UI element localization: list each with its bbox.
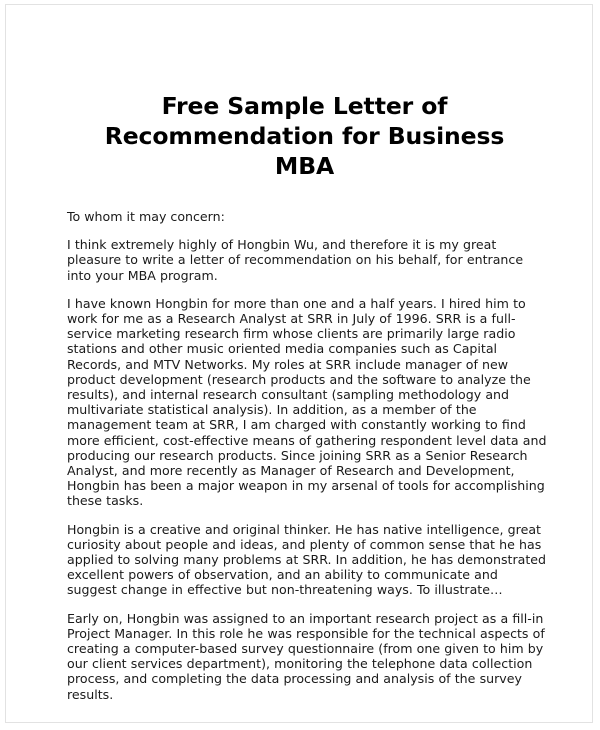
letter-paragraph: Hongbin is a creative and original thinker. He has native intelligence, great curiosity about people and ideas, and plenty of common sense that he has applied to solving many problems at SRR. In addition, he has demonstrated excellent powers of observation, and an ability to communicate and suggest change in effective but non-threatening ways. To illustrate… (67, 521, 547, 598)
page-title: Free Sample Letter of Recommendation for Business MBA (104, 92, 505, 180)
document-page (5, 4, 593, 723)
letter-paragraph: Early on, Hongbin was assigned to an important research project as a fill-in Project Manager. In this role he was responsible for the technical aspects of creating a computer-based survey questionnaire (from one given to him by our client services department), monitoring the telephone data collection process, and completing the data processing and analysis of the survey results. (67, 610, 545, 702)
letter-salutation: To whom it may concern: (67, 209, 225, 224)
letter-paragraph: I have known Hongbin for more than one and a half years. I hired him to work for me as a Research Analyst at SRR in July of 1996. SRR is a full-service marketing research firm whose clients are primarily large radio stations and other music oriented media companies such as Capital Records, and MTV Networks. My roles at SRR include manager of new product development (research products and the software to analyze the results), and internal research consultant (sampling methodology and multivariate statistical analysis). In addition, as a member of the management team at SRR, I am charged with constantly working to find more efficient, cost-effective means of gathering respondent level data and producing our research products. Since joining SRR as a Senior Research Analyst, and more recently as Manager of Research and Development, Hongbin has been a major weapon in my arsenal of tools for accomplishing these tasks. (67, 295, 547, 509)
document-body (62, 91, 547, 702)
letter-paragraph: I think extremely highly of Hongbin Wu, and therefore it is my great pleasure to write a letter of recommendation on his behalf, for entrance into your MBA program. (67, 237, 524, 283)
